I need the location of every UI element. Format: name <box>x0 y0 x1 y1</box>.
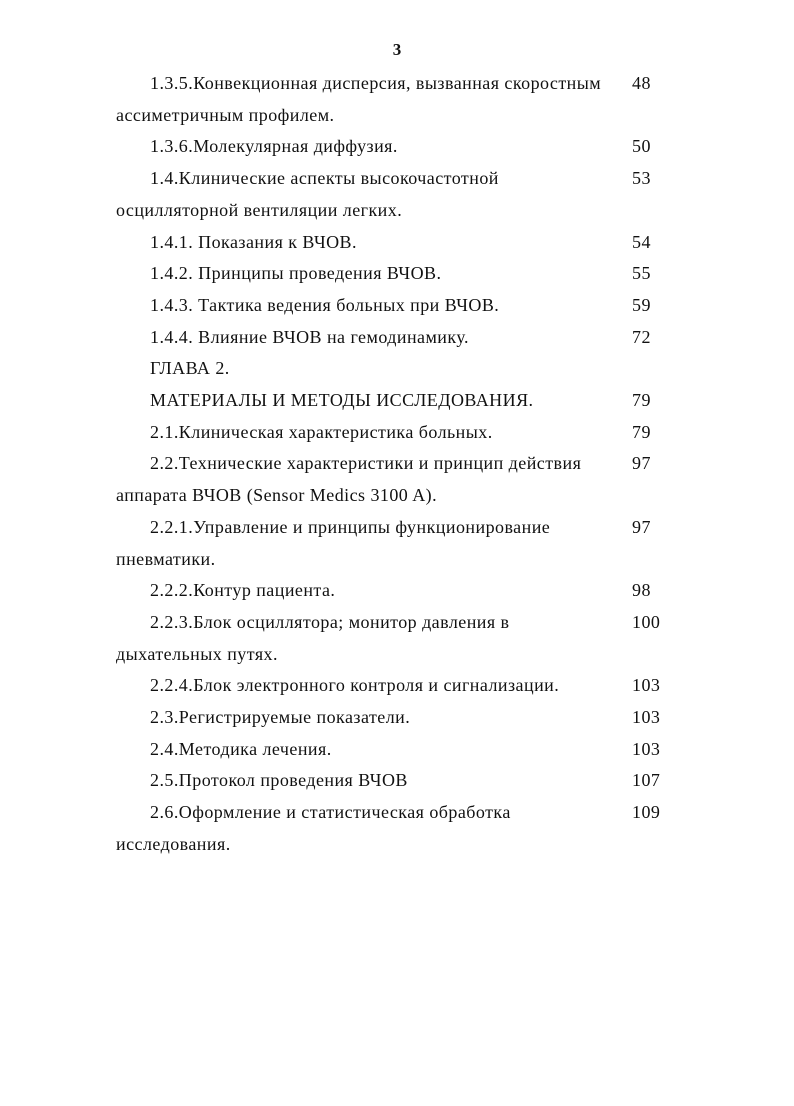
toc-entry <box>116 131 676 163</box>
toc-entry-title: 1.4.1. Показания к ВЧОВ. <box>150 231 357 252</box>
toc-entry-title: 2.2.1.Управление и принципы функционирование пневматики. <box>116 516 551 569</box>
toc-entry <box>116 448 676 511</box>
toc-entry-title: 1.4.2. Принципы проведения ВЧОВ. <box>150 263 442 284</box>
toc-entry <box>116 702 676 734</box>
toc-entry <box>116 512 676 575</box>
toc-entry <box>116 322 676 354</box>
toc-entry <box>116 68 676 131</box>
toc-entry-page: 98 <box>632 580 651 601</box>
toc-entry-page: 97 <box>632 516 651 537</box>
toc-entry <box>116 290 676 322</box>
toc-entry-title: 1.4.Клинические аспекты высокочастотной осцилляторной вентиляции легких. <box>116 168 499 220</box>
toc-entry-page: 97 <box>632 453 651 474</box>
toc-entry-title: 2.4.Методика лечения. <box>150 738 332 759</box>
toc-entry-page: 50 <box>632 136 651 157</box>
page-number: 3 <box>392 40 402 59</box>
toc-entry <box>116 385 676 417</box>
toc-entry <box>116 797 676 860</box>
toc-entry-title: 1.4.4. Влияние ВЧОВ на гемодинамику. <box>150 326 469 347</box>
toc-entry-page: 103 <box>632 707 661 728</box>
toc-entry-title: 2.2.4.Блок электронного контроля и сигнализации. <box>150 675 560 696</box>
toc-entry <box>116 575 676 607</box>
toc-entry-page: 55 <box>632 263 651 284</box>
toc-entry-title: 2.3.Регистрируемые показатели. <box>150 707 411 728</box>
toc-entry-page: 79 <box>632 390 651 411</box>
toc-entry-page: 103 <box>632 675 661 696</box>
toc-entry-page: 79 <box>632 421 651 442</box>
toc-entry <box>116 670 676 702</box>
toc-entry-title: МАТЕРИАЛЫ И МЕТОДЫ ИССЛЕДОВАНИЯ. <box>150 390 534 411</box>
toc-entry-page: 54 <box>632 231 651 252</box>
toc-chapter-heading <box>116 353 676 385</box>
toc-entry-title: 2.5.Протокол проведения ВЧОВ <box>150 770 408 791</box>
toc-entry-title: 2.2.Технические характеристики и принцип действия аппарата ВЧОВ (Sensor Medics 3100 A). <box>116 453 582 506</box>
toc-entry <box>116 227 676 259</box>
toc-entry-title: 2.2.3.Блок осциллятора; монитор давления в дыхательных путях. <box>116 611 510 664</box>
toc-entry-title: 1.4.3. Тактика ведения больных при ВЧОВ. <box>150 294 500 315</box>
toc-entry-title: ГЛАВА 2. <box>150 358 230 379</box>
toc-entry-page: 103 <box>632 738 661 759</box>
toc-entry-title: 2.6.Оформление и статистическая обработка исследования. <box>116 802 511 854</box>
toc-entry <box>116 607 676 670</box>
toc-entry-title: 2.1.Клиническая характеристика больных. <box>150 421 493 442</box>
toc-entry-page: 48 <box>632 73 651 93</box>
toc-entry-page: 72 <box>632 326 651 347</box>
toc-entry-page: 100 <box>632 611 661 632</box>
toc-entry-page: 107 <box>632 770 661 791</box>
toc-entry <box>116 765 676 797</box>
toc-entry <box>116 258 676 290</box>
toc-entry <box>116 734 676 766</box>
table-of-contents <box>116 68 676 861</box>
toc-entry-title: 1.3.6.Молекулярная диффузия. <box>150 136 398 157</box>
toc-entry-title: 1.3.5.Конвекционная дисперсия, вызванная скоростным ассиметричным профилем. <box>116 73 602 125</box>
toc-entry-page: 59 <box>632 294 651 315</box>
toc-entry-page: 109 <box>632 802 661 823</box>
toc-entry <box>116 417 676 449</box>
toc-entry-page: 53 <box>632 168 651 189</box>
toc-entry <box>116 163 676 226</box>
toc-entry-title: 2.2.2.Контур пациента. <box>150 580 336 601</box>
